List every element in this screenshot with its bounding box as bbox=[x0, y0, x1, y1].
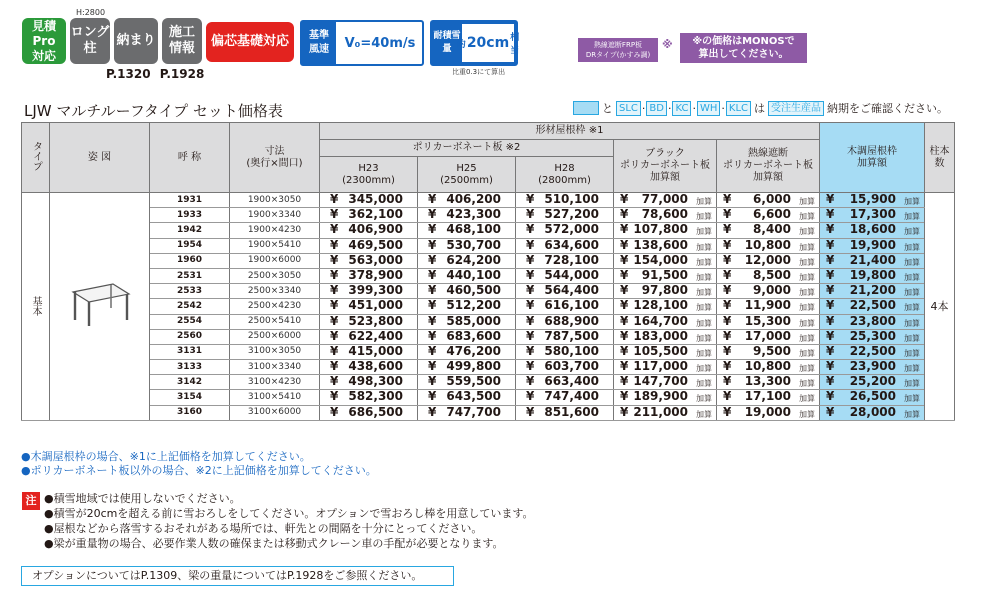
price-h28: ¥ 688,900 bbox=[516, 314, 614, 329]
table-row bbox=[22, 344, 955, 359]
item-code: 3154 bbox=[150, 390, 230, 405]
add-wood: ¥ 28,000 加算 bbox=[820, 405, 925, 420]
wind-label-line1: 基準 bbox=[309, 30, 329, 41]
header-dims-line1: 寸法 bbox=[264, 145, 285, 157]
item-dimensions: 3100×3340 bbox=[230, 360, 320, 375]
frp-line2: DRタイプ(かすみ調) bbox=[585, 51, 651, 59]
header-h25-line2: (2500mm) bbox=[440, 174, 493, 186]
item-code: 2531 bbox=[150, 268, 230, 283]
header-h28-line2: (2800mm) bbox=[538, 174, 591, 186]
add-heat: ¥ 19,000 加算 bbox=[717, 405, 820, 420]
snow-load-box bbox=[430, 20, 518, 66]
header-black-line3: 加算額 bbox=[650, 172, 680, 183]
price-note-poly: ●ポリカーボネート板以外の場合、※2に上記価格を加算してください。 bbox=[21, 464, 377, 477]
header-name: 呼 称 bbox=[150, 123, 230, 193]
construction-info-badge[interactable] bbox=[162, 18, 202, 64]
price-h25: ¥ 585,000 bbox=[418, 314, 516, 329]
price-h23: ¥ 686,500 bbox=[320, 405, 418, 420]
item-code: 3133 bbox=[150, 360, 230, 375]
page-references bbox=[106, 67, 209, 81]
price-h25: ¥ 499,800 bbox=[418, 360, 516, 375]
add-heat: ¥ 10,800 加算 bbox=[717, 238, 820, 253]
posts-count: 4本 bbox=[925, 193, 955, 421]
table-row bbox=[22, 329, 955, 344]
item-dimensions: 1900×6000 bbox=[230, 253, 320, 268]
add-wood: ¥ 21,200 加算 bbox=[820, 284, 925, 299]
table-row bbox=[22, 223, 955, 238]
price-h25: ¥ 643,500 bbox=[418, 390, 516, 405]
header-posts-line2: 数 bbox=[934, 157, 945, 169]
header-h28-line1: H28 bbox=[554, 162, 575, 174]
price-h25: ¥ 530,700 bbox=[418, 238, 516, 253]
item-dimensions: 3100×4230 bbox=[230, 375, 320, 390]
add-black: ¥ 154,000 加算 bbox=[614, 253, 717, 268]
add-heat: ¥ 11,900 加算 bbox=[717, 299, 820, 314]
snow-value bbox=[456, 24, 520, 62]
add-black: ¥ 97,800 加算 bbox=[614, 284, 717, 299]
add-black: ¥ 77,000 加算 bbox=[614, 193, 717, 208]
monos-note-badge bbox=[680, 33, 807, 63]
price-h23: ¥ 345,000 bbox=[320, 193, 418, 208]
price-h25: ¥ 683,600 bbox=[418, 329, 516, 344]
price-h23: ¥ 399,300 bbox=[320, 284, 418, 299]
price-h23: ¥ 498,300 bbox=[320, 375, 418, 390]
rongu-line2: 柱 bbox=[83, 41, 97, 56]
frp-line1: 熱線遮断FRP板 bbox=[593, 41, 643, 49]
add-wood: ¥ 23,900 加算 bbox=[820, 360, 925, 375]
price-h28: ¥ 787,500 bbox=[516, 329, 614, 344]
add-wood: ¥ 25,200 加算 bbox=[820, 375, 925, 390]
wind-label-line2: 風速 bbox=[309, 44, 329, 55]
price-h28: ¥ 580,100 bbox=[516, 344, 614, 359]
sekou-line2: 情報 bbox=[168, 41, 195, 56]
price-h28: ¥ 510,100 bbox=[516, 193, 614, 208]
caution-note: ●積雪が20cmを超える前に雪おろしをしてください。オプションで雪おろし棒を用意しています。 bbox=[44, 507, 534, 520]
header-dims-line2: (奥行×間口) bbox=[246, 157, 303, 169]
add-black: ¥ 105,500 加算 bbox=[614, 344, 717, 359]
price-h28: ¥ 603,700 bbox=[516, 360, 614, 375]
price-h28: ¥ 634,600 bbox=[516, 238, 614, 253]
price-h25: ¥ 440,100 bbox=[418, 268, 516, 283]
item-code: 3142 bbox=[150, 375, 230, 390]
price-h28: ¥ 728,100 bbox=[516, 253, 614, 268]
add-heat: ¥ 9,500 加算 bbox=[717, 344, 820, 359]
add-heat: ¥ 9,000 加算 bbox=[717, 284, 820, 299]
item-code: 1933 bbox=[150, 208, 230, 223]
header-wood bbox=[820, 123, 925, 193]
header-heat-line2: ポリカーボネート板 bbox=[723, 160, 813, 171]
add-black: ¥ 117,000 加算 bbox=[614, 360, 717, 375]
table-row bbox=[22, 405, 955, 420]
add-black: ¥ 78,600 加算 bbox=[614, 208, 717, 223]
add-heat: ¥ 13,300 加算 bbox=[717, 375, 820, 390]
table-row bbox=[22, 208, 955, 223]
price-h28: ¥ 851,600 bbox=[516, 405, 614, 420]
table-row bbox=[22, 360, 955, 375]
table-row bbox=[22, 375, 955, 390]
item-dimensions: 3100×5410 bbox=[230, 390, 320, 405]
item-code: 1960 bbox=[150, 253, 230, 268]
add-wood: ¥ 23,800 加算 bbox=[820, 314, 925, 329]
item-code: 1942 bbox=[150, 223, 230, 238]
table-row bbox=[22, 284, 955, 299]
price-h23: ¥ 469,500 bbox=[320, 238, 418, 253]
price-h25: ¥ 624,200 bbox=[418, 253, 516, 268]
caution-note: ●屋根などから落雪するおそれがある場所では、軒先との間隔を十分にとってください。 bbox=[44, 522, 483, 535]
item-dimensions: 2500×4230 bbox=[230, 299, 320, 314]
price-h28: ¥ 572,000 bbox=[516, 223, 614, 238]
caution-icon: 注 bbox=[22, 492, 40, 510]
item-dimensions: 1900×3340 bbox=[230, 208, 320, 223]
snow-prefix: 約 bbox=[456, 39, 466, 50]
price-h23: ¥ 622,400 bbox=[320, 329, 418, 344]
price-h25: ¥ 512,200 bbox=[418, 299, 516, 314]
header-black-line2: ポリカーボネート板 bbox=[620, 160, 710, 171]
price-h25: ¥ 460,500 bbox=[418, 284, 516, 299]
price-table-body bbox=[22, 193, 955, 421]
table-row bbox=[22, 238, 955, 253]
price-h23: ¥ 438,600 bbox=[320, 360, 418, 375]
table-row bbox=[22, 314, 955, 329]
sekou-line1: 施工 bbox=[168, 25, 195, 40]
price-h28: ¥ 564,400 bbox=[516, 284, 614, 299]
snow-amount: 20cm bbox=[466, 35, 510, 51]
osamari-badge[interactable] bbox=[114, 18, 158, 64]
hensin-label: 偏芯基礎対応 bbox=[210, 34, 289, 49]
price-h25: ¥ 423,300 bbox=[418, 208, 516, 223]
table-row bbox=[22, 268, 955, 283]
item-code: 1931 bbox=[150, 193, 230, 208]
frp-asterisk: ※ bbox=[662, 38, 673, 51]
header-wood-line1: 木調屋根枠 bbox=[847, 145, 897, 157]
legend-color-kc: KC bbox=[672, 101, 691, 116]
header-h23 bbox=[320, 157, 418, 193]
item-dimensions: 1900×3050 bbox=[230, 193, 320, 208]
header-wood-line2: 加算額 bbox=[857, 157, 887, 169]
add-wood: ¥ 26,500 加算 bbox=[820, 390, 925, 405]
header-heat-line3: 加算額 bbox=[753, 172, 783, 183]
item-dimensions: 3100×3050 bbox=[230, 344, 320, 359]
add-black: ¥ 128,100 加算 bbox=[614, 299, 717, 314]
add-heat: ¥ 8,400 加算 bbox=[717, 223, 820, 238]
item-dimensions: 2500×5410 bbox=[230, 314, 320, 329]
price-h23: ¥ 415,000 bbox=[320, 344, 418, 359]
legend-color-bd: BD bbox=[646, 101, 667, 116]
snow-suffix: 相当 bbox=[510, 33, 520, 56]
add-wood: ¥ 22,500 加算 bbox=[820, 344, 925, 359]
carport-figure-icon bbox=[65, 280, 135, 330]
mitsumori-pro-badge bbox=[22, 18, 66, 64]
add-heat: ¥ 10,800 加算 bbox=[717, 360, 820, 375]
price-h25: ¥ 559,500 bbox=[418, 375, 516, 390]
mitsumori-line1: 見積Pro bbox=[31, 18, 56, 48]
add-black: ¥ 183,000 加算 bbox=[614, 329, 717, 344]
header-h23-line2: (2300mm) bbox=[342, 174, 395, 186]
price-h28: ¥ 544,000 bbox=[516, 268, 614, 283]
add-black: ¥ 147,700 加算 bbox=[614, 375, 717, 390]
item-dimensions: 2500×3340 bbox=[230, 284, 320, 299]
legend-to: と bbox=[602, 102, 613, 115]
snow-label-line1: 耐積雪 bbox=[433, 31, 461, 41]
add-wood: ¥ 25,300 加算 bbox=[820, 329, 925, 344]
page-ref-construction[interactable]: P.1928 bbox=[159, 67, 205, 81]
table-row bbox=[22, 390, 955, 405]
add-heat: ¥ 15,300 加算 bbox=[717, 314, 820, 329]
item-code: 2554 bbox=[150, 314, 230, 329]
price-table bbox=[21, 122, 955, 421]
add-wood: ¥ 19,800 加算 bbox=[820, 268, 925, 283]
page-ref-long-post[interactable]: P.1320 bbox=[106, 67, 151, 81]
type-cell: 基本 bbox=[22, 193, 50, 421]
osamari-label: 納まり bbox=[116, 33, 156, 48]
add-wood: ¥ 22,500 加算 bbox=[820, 299, 925, 314]
legend-made-to-order: 受注生産品 bbox=[768, 101, 824, 116]
price-h23: ¥ 362,100 bbox=[320, 208, 418, 223]
price-h28: ¥ 747,400 bbox=[516, 390, 614, 405]
add-wood: ¥ 19,900 加算 bbox=[820, 238, 925, 253]
add-black: ¥ 189,900 加算 bbox=[614, 390, 717, 405]
header-h25 bbox=[418, 157, 516, 193]
add-wood: ¥ 18,600 加算 bbox=[820, 223, 925, 238]
add-wood: ¥ 21,400 加算 bbox=[820, 253, 925, 268]
price-h23: ¥ 582,300 bbox=[320, 390, 418, 405]
item-code: 2560 bbox=[150, 329, 230, 344]
price-h25: ¥ 468,100 bbox=[418, 223, 516, 238]
price-h23: ¥ 523,800 bbox=[320, 314, 418, 329]
monos-line1: ※の価格はMONOSで bbox=[692, 36, 795, 47]
color-legend: と SLC · BD · KC · WH · KLC は 受注生産品 納期をご確認ください。 bbox=[573, 100, 951, 116]
wind-label bbox=[302, 22, 336, 64]
eccentric-foundation-badge bbox=[206, 22, 294, 62]
caution-notes bbox=[44, 491, 534, 551]
snow-note: 比重0.3にて算出 bbox=[452, 68, 506, 76]
add-heat: ¥ 17,000 加算 bbox=[717, 329, 820, 344]
legend-color-klc: KLC bbox=[726, 101, 751, 116]
add-black: ¥ 107,800 加算 bbox=[614, 223, 717, 238]
item-dimensions: 3100×6000 bbox=[230, 405, 320, 420]
item-dimensions: 2500×6000 bbox=[230, 329, 320, 344]
table-row bbox=[22, 193, 955, 208]
price-h23: ¥ 406,900 bbox=[320, 223, 418, 238]
price-notes bbox=[21, 450, 377, 478]
option-reference-note: オプションについてはP.1309、梁の重量についてはP.1928をご参照ください。 bbox=[21, 566, 454, 586]
add-black: ¥ 138,600 加算 bbox=[614, 238, 717, 253]
header-heat bbox=[717, 140, 820, 193]
header-dims bbox=[230, 123, 320, 193]
price-h28: ¥ 616,100 bbox=[516, 299, 614, 314]
header-type: タイプ bbox=[22, 123, 50, 193]
add-black: ¥ 211,000 加算 bbox=[614, 405, 717, 420]
legend-color-slc: SLC bbox=[616, 101, 641, 116]
header-black-line1: ブラック bbox=[645, 148, 685, 159]
header-figure: 姿 図 bbox=[50, 123, 150, 193]
caution-note: ●梁が重量物の場合、必要作業人数の確保または移動式クレーン車の手配が必要となります。 bbox=[44, 537, 504, 550]
header-poly-group: ポリカーボネート板 ※2 bbox=[320, 140, 614, 157]
item-code: 2542 bbox=[150, 299, 230, 314]
price-h25: ¥ 747,700 bbox=[418, 405, 516, 420]
price-h23: ¥ 563,000 bbox=[320, 253, 418, 268]
product-figure bbox=[50, 193, 150, 421]
item-dimensions: 1900×4230 bbox=[230, 223, 320, 238]
snow-label-line2: 量 bbox=[442, 44, 452, 54]
caution-note: ●積雪地域では使用しないでください。 bbox=[44, 492, 241, 505]
price-h25: ¥ 476,200 bbox=[418, 344, 516, 359]
table-row bbox=[22, 253, 955, 268]
legend-ha: は bbox=[754, 102, 766, 115]
item-code: 2533 bbox=[150, 284, 230, 299]
price-h23: ¥ 451,000 bbox=[320, 299, 418, 314]
monos-line2: 算出してください。 bbox=[698, 49, 789, 60]
header-posts bbox=[925, 123, 955, 193]
price-h25: ¥ 406,200 bbox=[418, 193, 516, 208]
item-code: 3160 bbox=[150, 405, 230, 420]
price-note-wood: ●木調屋根枠の場合、※1に上記価格を加算してください。 bbox=[21, 450, 311, 463]
add-heat: ¥ 17,100 加算 bbox=[717, 390, 820, 405]
height-note: H:2800 bbox=[76, 8, 106, 17]
wind-speed-box bbox=[300, 20, 424, 66]
add-heat: ¥ 6,000 加算 bbox=[717, 193, 820, 208]
add-heat: ¥ 6,600 加算 bbox=[717, 208, 820, 223]
header-h23-line1: H23 bbox=[358, 162, 379, 174]
page-title: LJW マルチルーフタイプ セット価格表 bbox=[24, 102, 283, 120]
header-heat-line1: 熱線遮断 bbox=[748, 148, 788, 159]
legend-color-wh: WH bbox=[697, 101, 720, 116]
item-code: 1954 bbox=[150, 238, 230, 253]
add-black: ¥ 91,500 加算 bbox=[614, 268, 717, 283]
frp-panel-badge bbox=[578, 38, 658, 62]
header-h28 bbox=[516, 157, 614, 193]
long-post-badge[interactable] bbox=[70, 18, 110, 64]
add-heat: ¥ 12,000 加算 bbox=[717, 253, 820, 268]
header-h25-line1: H25 bbox=[456, 162, 477, 174]
legend-swatch bbox=[573, 101, 599, 115]
item-code: 3131 bbox=[150, 344, 230, 359]
rongu-line1: ロング bbox=[70, 25, 110, 40]
table-row bbox=[22, 299, 955, 314]
item-dimensions: 1900×5410 bbox=[230, 238, 320, 253]
add-black: ¥ 164,700 加算 bbox=[614, 314, 717, 329]
add-wood: ¥ 15,900 加算 bbox=[820, 193, 925, 208]
header-black bbox=[614, 140, 717, 193]
header-posts-line1: 柱本 bbox=[929, 145, 950, 157]
add-heat: ¥ 8,500 加算 bbox=[717, 268, 820, 283]
add-wood: ¥ 17,300 加算 bbox=[820, 208, 925, 223]
price-h23: ¥ 378,900 bbox=[320, 268, 418, 283]
price-h28: ¥ 663,400 bbox=[516, 375, 614, 390]
price-h28: ¥ 527,200 bbox=[516, 208, 614, 223]
wind-value: V₀=40m/s bbox=[344, 35, 416, 51]
mitsumori-line2: 対応 bbox=[31, 48, 56, 63]
item-dimensions: 2500×3050 bbox=[230, 268, 320, 283]
legend-suffix: 納期をご確認ください。 bbox=[827, 102, 949, 115]
header-frame-group: 形材屋根枠 ※1 bbox=[320, 123, 820, 140]
